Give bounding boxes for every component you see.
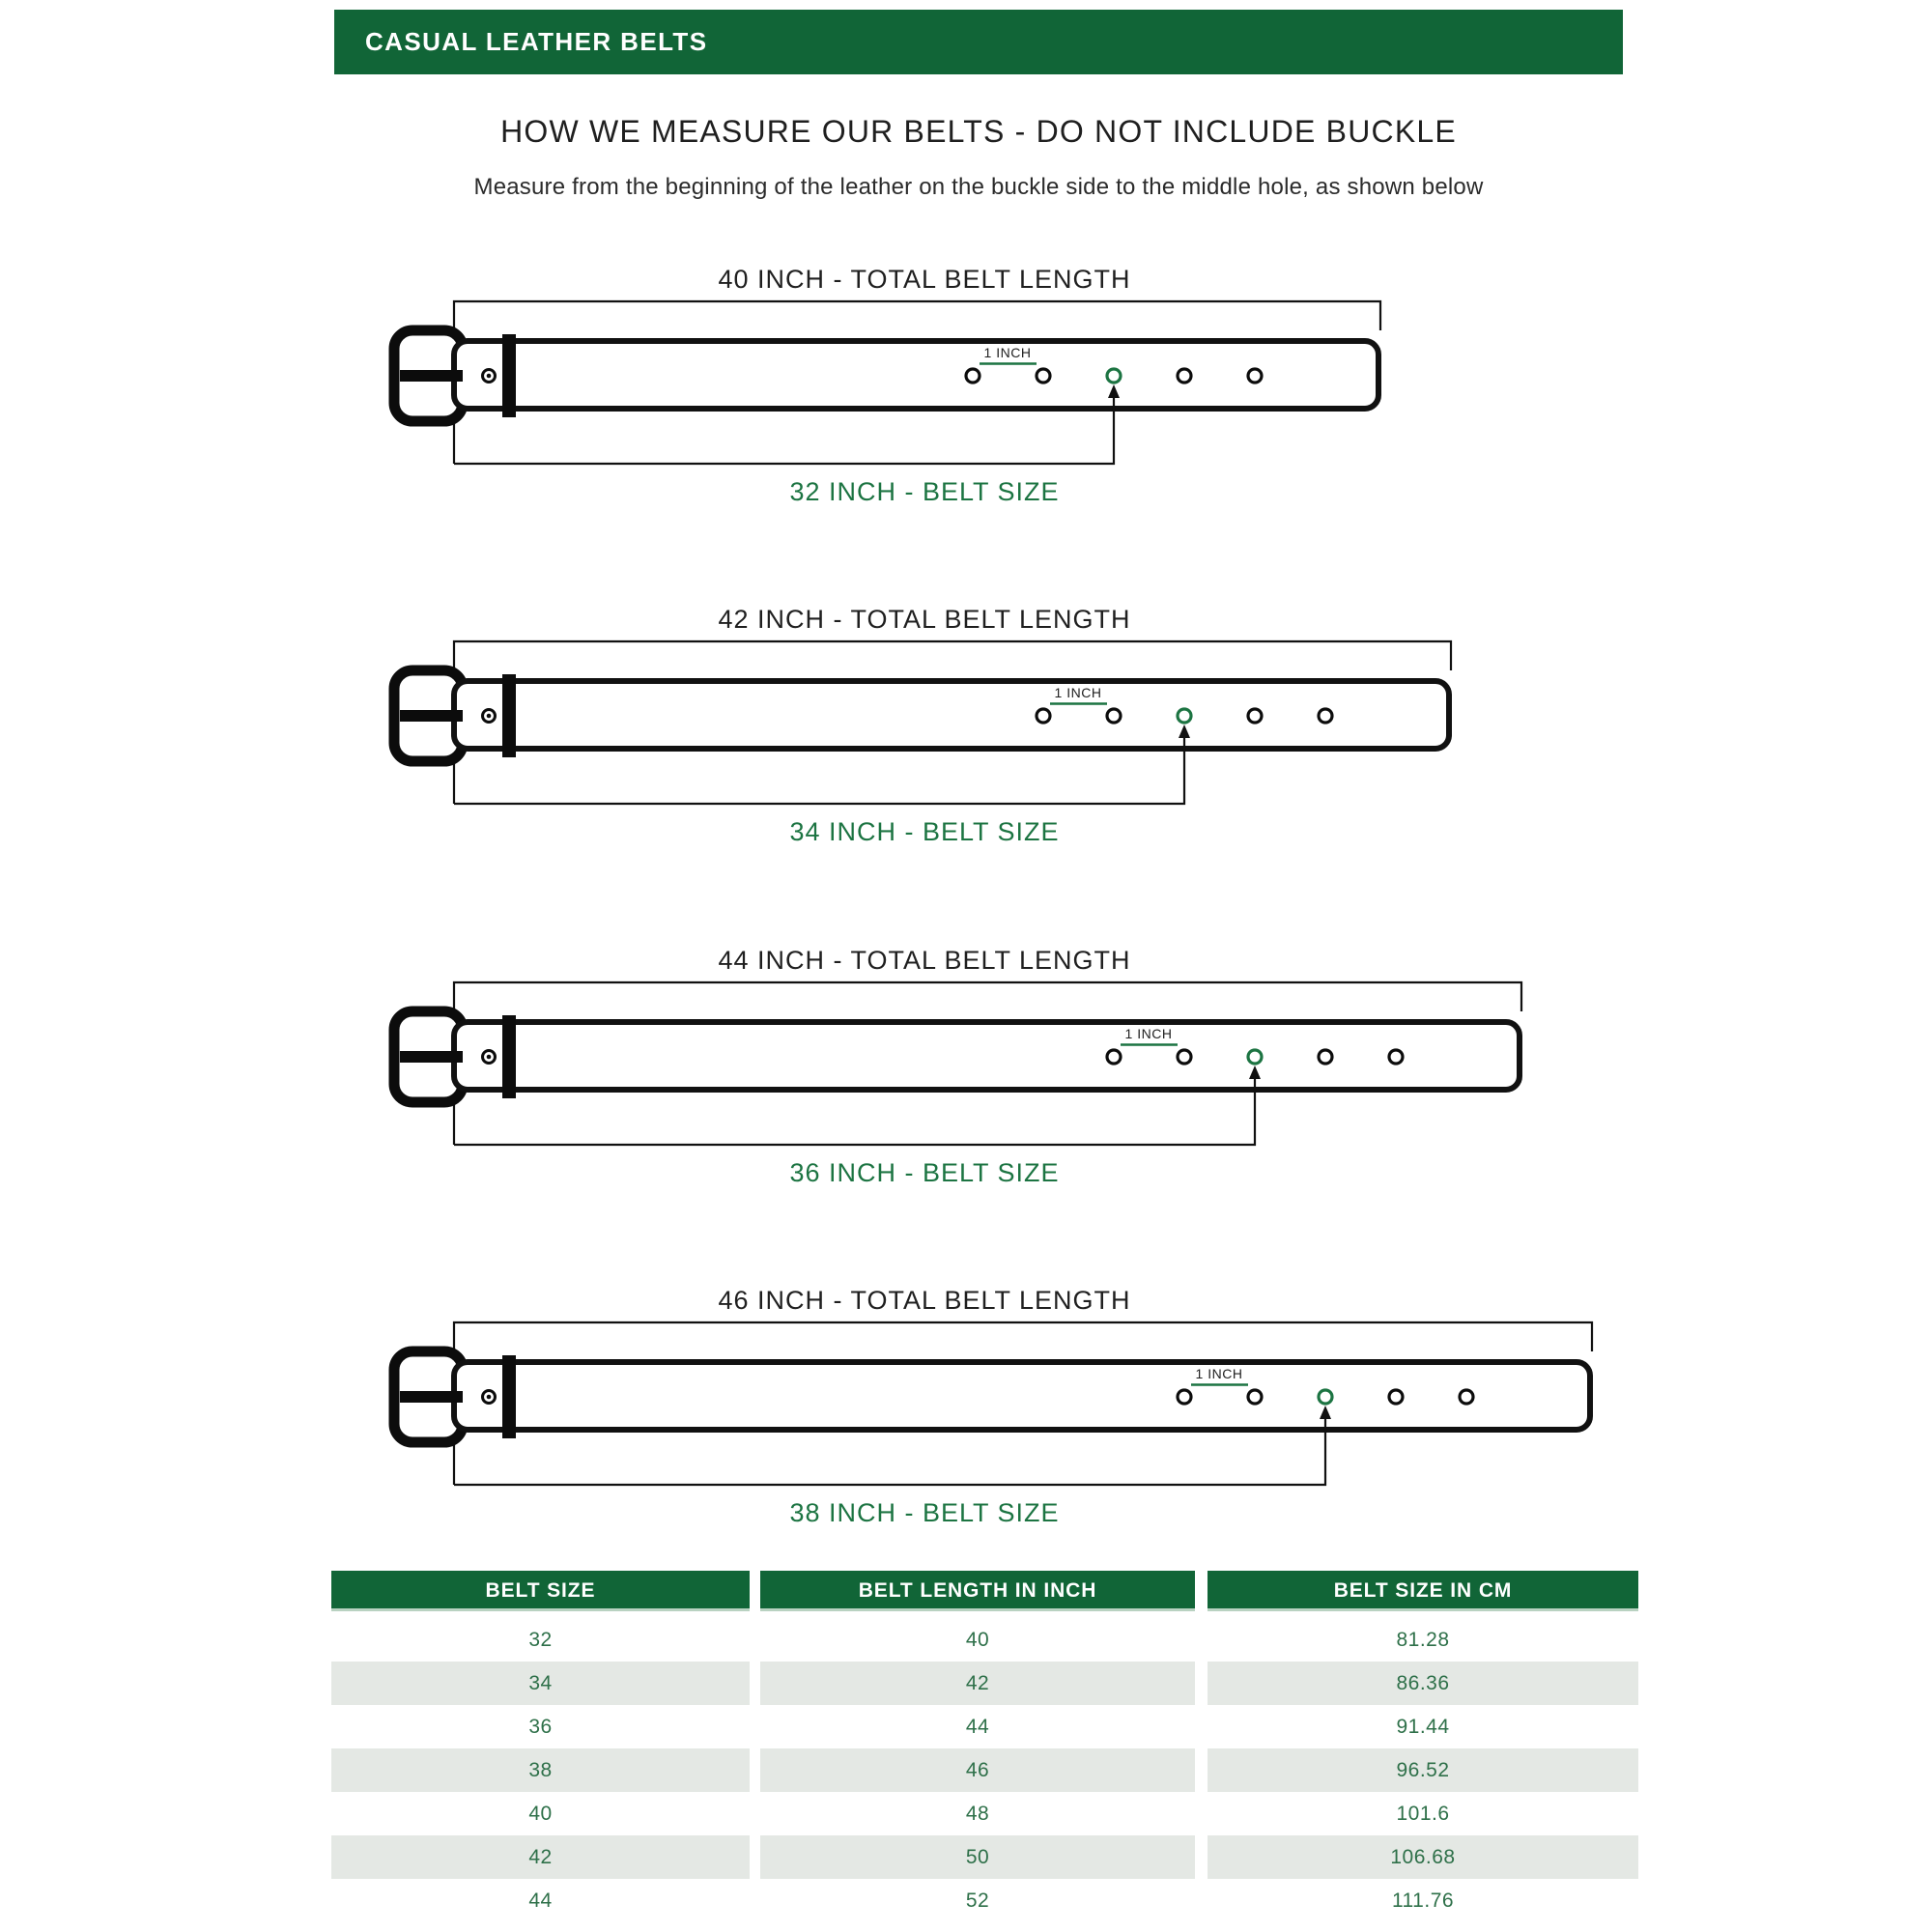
belt-size-value: 34 <box>331 1662 750 1705</box>
column-header-belt-size: BELT SIZE <box>331 1571 750 1611</box>
belt-total-length-label: 44 INCH - TOTAL BELT LENGTH <box>718 946 1131 975</box>
size-table-row <box>331 1705 1638 1748</box>
buckle-prong <box>400 710 463 722</box>
belt-size-label: 36 INCH - BELT SIZE <box>789 1158 1060 1187</box>
belt-diagram <box>309 928 1662 1208</box>
belt-diagram <box>309 1268 1662 1548</box>
belt-size-value: 40 <box>331 1792 750 1835</box>
belt-hole <box>1037 709 1050 723</box>
size-table-row <box>331 1662 1638 1705</box>
middle-hole <box>1107 369 1121 383</box>
belt-hole <box>1319 709 1332 723</box>
page-title: HOW WE MEASURE OUR BELTS - DO NOT INCLUDE BUCKLE <box>500 114 1457 149</box>
belt-strap <box>454 681 1449 749</box>
one-inch-label: 1 INCH <box>1124 1026 1173 1041</box>
belt-size-value: 42 <box>331 1835 750 1879</box>
belt-size-cm-value: 86.36 <box>1208 1662 1638 1705</box>
belt-size-label: 38 INCH - BELT SIZE <box>789 1498 1060 1527</box>
column-header-belt-size-cm: BELT SIZE IN CM <box>1208 1571 1638 1611</box>
belt-diagram <box>309 587 1662 867</box>
belt-size-cm-value: 91.44 <box>1208 1705 1638 1748</box>
middle-hole <box>1319 1390 1332 1404</box>
belt-size-cm-value: 106.68 <box>1208 1835 1638 1879</box>
belt-strap <box>454 1022 1520 1090</box>
size-table-row <box>331 1792 1638 1835</box>
size-table-row <box>331 1748 1638 1792</box>
one-inch-label: 1 INCH <box>1054 685 1102 700</box>
size-table-row <box>331 1618 1638 1662</box>
belt-hole <box>1107 709 1121 723</box>
belt-hole <box>1248 709 1262 723</box>
belt-hole <box>966 369 980 383</box>
belt-size-cm-value: 101.6 <box>1208 1792 1638 1835</box>
belt-hole <box>1178 1050 1191 1064</box>
buckle-hole-dot <box>487 714 492 719</box>
belt-hole <box>1248 369 1262 383</box>
one-inch-label: 1 INCH <box>1195 1366 1243 1381</box>
belt-hole <box>1107 1050 1121 1064</box>
belt-size-label: 32 INCH - BELT SIZE <box>789 477 1060 506</box>
header-title: CASUAL LEATHER BELTS <box>365 27 708 56</box>
buckle-hole-dot <box>487 374 492 379</box>
belt-keeper <box>502 674 516 757</box>
belt-size-cm-value: 96.52 <box>1208 1748 1638 1792</box>
belt-hole <box>1389 1050 1403 1064</box>
buckle-prong <box>400 1391 463 1403</box>
middle-hole <box>1178 709 1191 723</box>
belt-total-length-label: 42 INCH - TOTAL BELT LENGTH <box>718 605 1131 634</box>
belt-length-inch-value: 50 <box>760 1835 1195 1879</box>
belt-size-value: 36 <box>331 1705 750 1748</box>
belt-length-inch-value: 42 <box>760 1662 1195 1705</box>
belt-strap <box>454 1362 1590 1430</box>
one-inch-label: 1 INCH <box>983 345 1032 360</box>
size-table-header-row <box>331 1571 1638 1611</box>
belt-keeper <box>502 1355 516 1438</box>
belt-size-value: 38 <box>331 1748 750 1792</box>
size-table-body <box>331 1618 1638 1922</box>
size-table-row <box>331 1835 1638 1879</box>
belt-keeper <box>502 1015 516 1098</box>
belt-size-label: 34 INCH - BELT SIZE <box>789 817 1060 846</box>
belt-length-inch-value: 46 <box>760 1748 1195 1792</box>
belt-size-value: 44 <box>331 1879 750 1922</box>
belt-length-inch-value: 48 <box>760 1792 1195 1835</box>
buckle-prong <box>400 1051 463 1063</box>
belt-hole <box>1178 369 1191 383</box>
buckle-hole-dot <box>487 1055 492 1060</box>
belt-size-value: 32 <box>331 1618 750 1662</box>
belt-length-inch-value: 52 <box>760 1879 1195 1922</box>
size-table <box>331 1571 1638 1922</box>
belt-strap <box>454 341 1378 409</box>
belt-diagram <box>309 247 1662 527</box>
belt-hole <box>1389 1390 1403 1404</box>
belt-keeper <box>502 334 516 417</box>
belt-hole <box>1319 1050 1332 1064</box>
belt-total-length-label: 46 INCH - TOTAL BELT LENGTH <box>718 1286 1131 1315</box>
belt-hole <box>1037 369 1050 383</box>
belt-length-inch-value: 44 <box>760 1705 1195 1748</box>
belt-total-length-label: 40 INCH - TOTAL BELT LENGTH <box>718 265 1131 294</box>
belt-hole <box>1460 1390 1473 1404</box>
buckle-prong <box>400 370 463 382</box>
belt-size-cm-value: 111.76 <box>1208 1879 1638 1922</box>
belt-length-inch-value: 40 <box>760 1618 1195 1662</box>
belt-size-cm-value: 81.28 <box>1208 1618 1638 1662</box>
belt-hole <box>1178 1390 1191 1404</box>
middle-hole <box>1248 1050 1262 1064</box>
buckle-hole-dot <box>487 1395 492 1400</box>
size-table-row <box>331 1879 1638 1922</box>
page-subtitle: Measure from the beginning of the leather on the buckle side to the middle hole, as shown below <box>473 174 1484 200</box>
column-header-belt-length-inch: BELT LENGTH IN INCH <box>760 1571 1195 1611</box>
belt-hole <box>1248 1390 1262 1404</box>
header-bar <box>334 10 1623 74</box>
